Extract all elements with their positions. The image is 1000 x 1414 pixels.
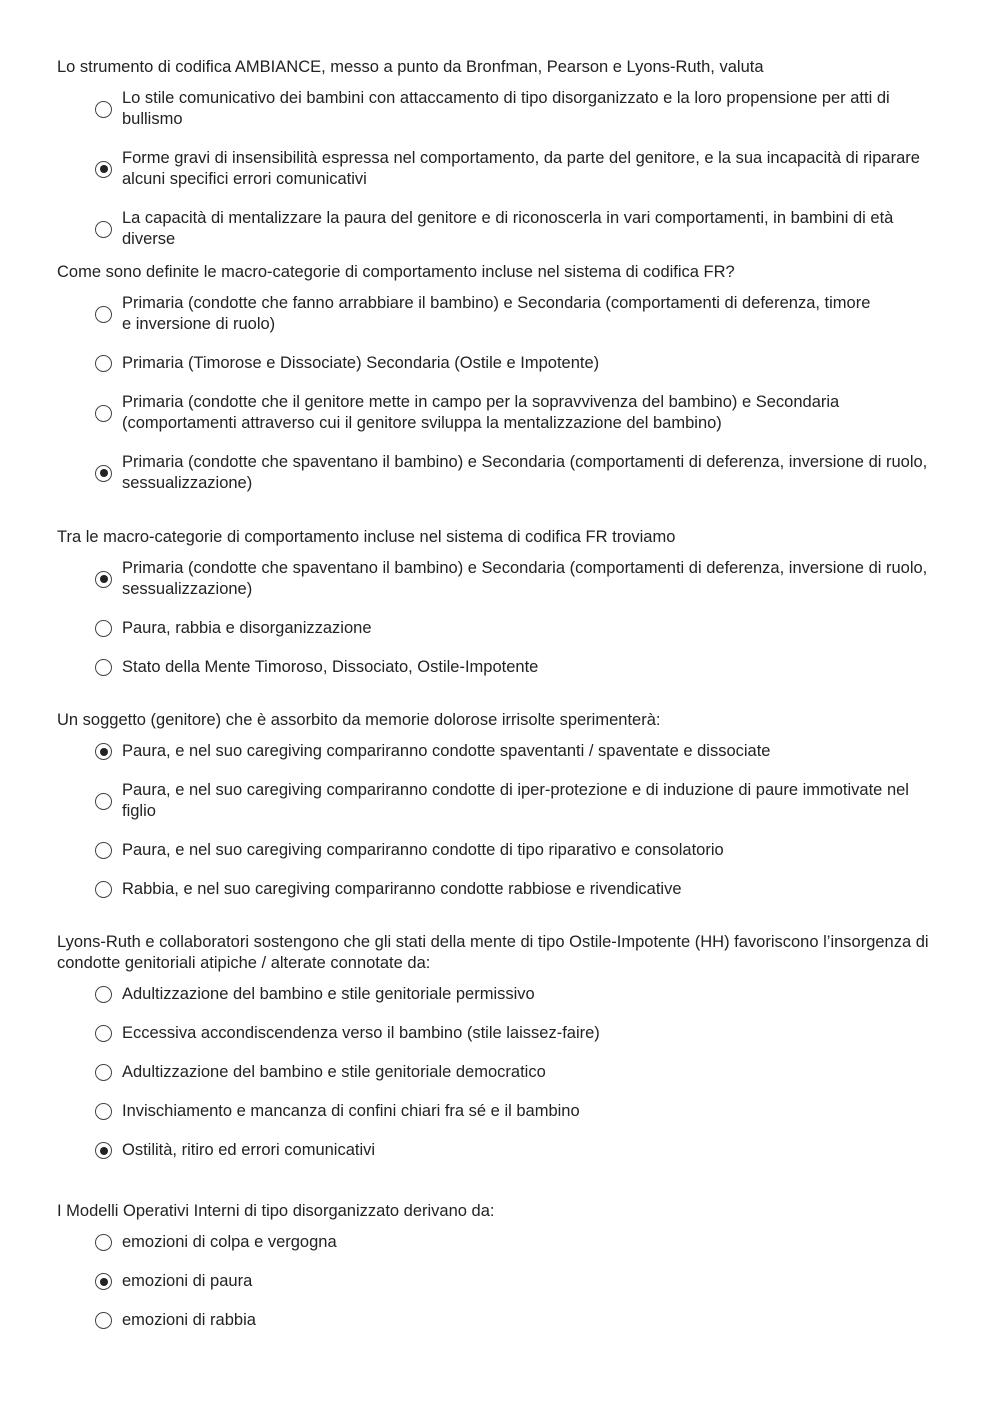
option-label: Paura, e nel suo caregiving compariranno condotte di iper-protezione e di induzione di paure immotivate nel figlio [122, 781, 909, 820]
option-label: Primaria (condotte che spaventano il bambino) e Secondaria (comportamenti di deferenza, inversione di ruolo, sessualizzazione) [122, 453, 928, 492]
radio-button[interactable] [95, 986, 112, 1003]
option-label: Rabbia, e nel suo caregiving compariranno condotte rabbiose e rivendicative [122, 880, 682, 898]
option[interactable] [95, 1101, 937, 1122]
option-label: Adultizzazione del bambino e stile genitoriale permissivo [122, 985, 535, 1003]
radio-button[interactable] [95, 355, 112, 372]
question-3 [57, 527, 937, 678]
radio-button[interactable] [95, 743, 112, 760]
option[interactable] [95, 741, 937, 762]
radio-button[interactable] [95, 1273, 112, 1290]
option-label: Paura, rabbia e disorganizzazione [122, 619, 372, 637]
question-text: Come sono definite le macro-categorie di comportamento incluse nel sistema di codifica FR? [57, 263, 735, 281]
option-label: Primaria (condotte che fanno arrabbiare il bambino) e Secondaria (comportamenti di deferenza, timore e inversione di ruolo) [122, 294, 871, 333]
radio-button[interactable] [95, 161, 112, 178]
option-label: Eccessiva accondiscendenza verso il bambino (stile laissez-faire) [122, 1024, 600, 1042]
option[interactable] [95, 879, 937, 900]
radio-button[interactable] [95, 620, 112, 637]
option-label: Forme gravi di insensibilità espressa nel comportamento, da parte del genitore, e la sua incapacità di riparare alcuni specifici errori comunicativi [122, 149, 920, 188]
question-text: Lo strumento di codifica AMBIANCE, messo a punto da Bronfman, Pearson e Lyons-Ruth, valuta [57, 58, 764, 76]
options-list [57, 1232, 937, 1331]
question-text: Un soggetto (genitore) che è assorbito da memorie dolorose irrisolte sperimenterà: [57, 711, 661, 729]
option-label: Adultizzazione del bambino e stile genitoriale democratico [122, 1063, 546, 1081]
option[interactable] [95, 558, 937, 600]
option-label: Paura, e nel suo caregiving compariranno condotte spaventanti / spaventate e dissociate [122, 742, 771, 760]
option[interactable] [95, 1140, 937, 1161]
option[interactable] [95, 984, 937, 1005]
question-text: Tra le macro-categorie di comportamento incluse nel sistema di codifica FR troviamo [57, 528, 676, 546]
option[interactable] [95, 1310, 937, 1331]
option-label: emozioni di paura [122, 1272, 253, 1290]
question-1 [57, 57, 937, 250]
option[interactable] [95, 353, 937, 374]
radio-button[interactable] [95, 881, 112, 898]
option-label: La capacità di mentalizzare la paura del genitore e di riconoscerla in vari comportamenti, in bambini di età diverse [122, 209, 894, 248]
option[interactable] [95, 780, 937, 822]
radio-button[interactable] [95, 1142, 112, 1159]
option[interactable] [95, 88, 937, 130]
option-label: Primaria (Timorose e Dissociate) Secondaria (Ostile e Impotente) [122, 354, 600, 372]
option-label: emozioni di colpa e vergogna [122, 1233, 337, 1251]
option[interactable] [95, 840, 937, 861]
radio-button[interactable] [95, 659, 112, 676]
option[interactable] [95, 293, 937, 335]
radio-button[interactable] [95, 1103, 112, 1120]
option-label: Lo stile comunicativo dei bambini con attaccamento di tipo disorganizzato e la loro propensione per atti di bullismo [122, 89, 890, 128]
option[interactable] [95, 208, 937, 250]
radio-button[interactable] [95, 1025, 112, 1042]
option-label: Stato della Mente Timoroso, Dissociato, Ostile-Impotente [122, 658, 539, 676]
question-2 [57, 262, 937, 494]
radio-button[interactable] [95, 221, 112, 238]
option[interactable] [95, 1232, 937, 1253]
option[interactable] [95, 1271, 937, 1292]
radio-button[interactable] [95, 571, 112, 588]
radio-button[interactable] [95, 1234, 112, 1251]
option[interactable] [95, 392, 937, 434]
option[interactable] [95, 1062, 937, 1083]
radio-button[interactable] [95, 793, 112, 810]
options-list [57, 984, 937, 1161]
option-label: Primaria (condotte che spaventano il bambino) e Secondaria (comportamenti di deferenza, inversione di ruolo, sessualizzazione) [122, 559, 928, 598]
options-list [57, 741, 937, 900]
radio-button[interactable] [95, 842, 112, 859]
radio-button[interactable] [95, 306, 112, 323]
question-4 [57, 710, 937, 900]
question-text: Lyons-Ruth e collaboratori sostengono che gli stati della mente di tipo Ostile-Impotente (HH) favoriscono l’insorgenza di condotte genitoriali atipiche / alterate connotate da: [57, 933, 929, 972]
question-text: I Modelli Operativi Interni di tipo disorganizzato derivano da: [57, 1202, 495, 1220]
option[interactable] [95, 148, 937, 190]
option-label: Primaria (condotte che il genitore mette in campo per la sopravvivenza del bambino) e Secondaria (comportamenti attraverso cui il genitore sviluppa la mentalizzazione del bambino) [122, 393, 840, 432]
option[interactable] [95, 657, 937, 678]
options-list [57, 88, 937, 250]
radio-button[interactable] [95, 101, 112, 118]
option[interactable] [95, 1023, 937, 1044]
question-6 [57, 1201, 937, 1331]
question-5 [57, 932, 937, 1161]
radio-button[interactable] [95, 465, 112, 482]
option-label: emozioni di rabbia [122, 1311, 256, 1329]
option-label: Paura, e nel suo caregiving compariranno condotte di tipo riparativo e consolatorio [122, 841, 724, 859]
options-list [57, 558, 937, 678]
option[interactable] [95, 452, 937, 494]
option-label: Invischiamento e mancanza di confini chiari fra sé e il bambino [122, 1102, 580, 1120]
radio-button[interactable] [95, 1312, 112, 1329]
option[interactable] [95, 618, 937, 639]
radio-button[interactable] [95, 1064, 112, 1081]
options-list [57, 293, 937, 494]
radio-button[interactable] [95, 405, 112, 422]
option-label: Ostilità, ritiro ed errori comunicativi [122, 1141, 376, 1159]
